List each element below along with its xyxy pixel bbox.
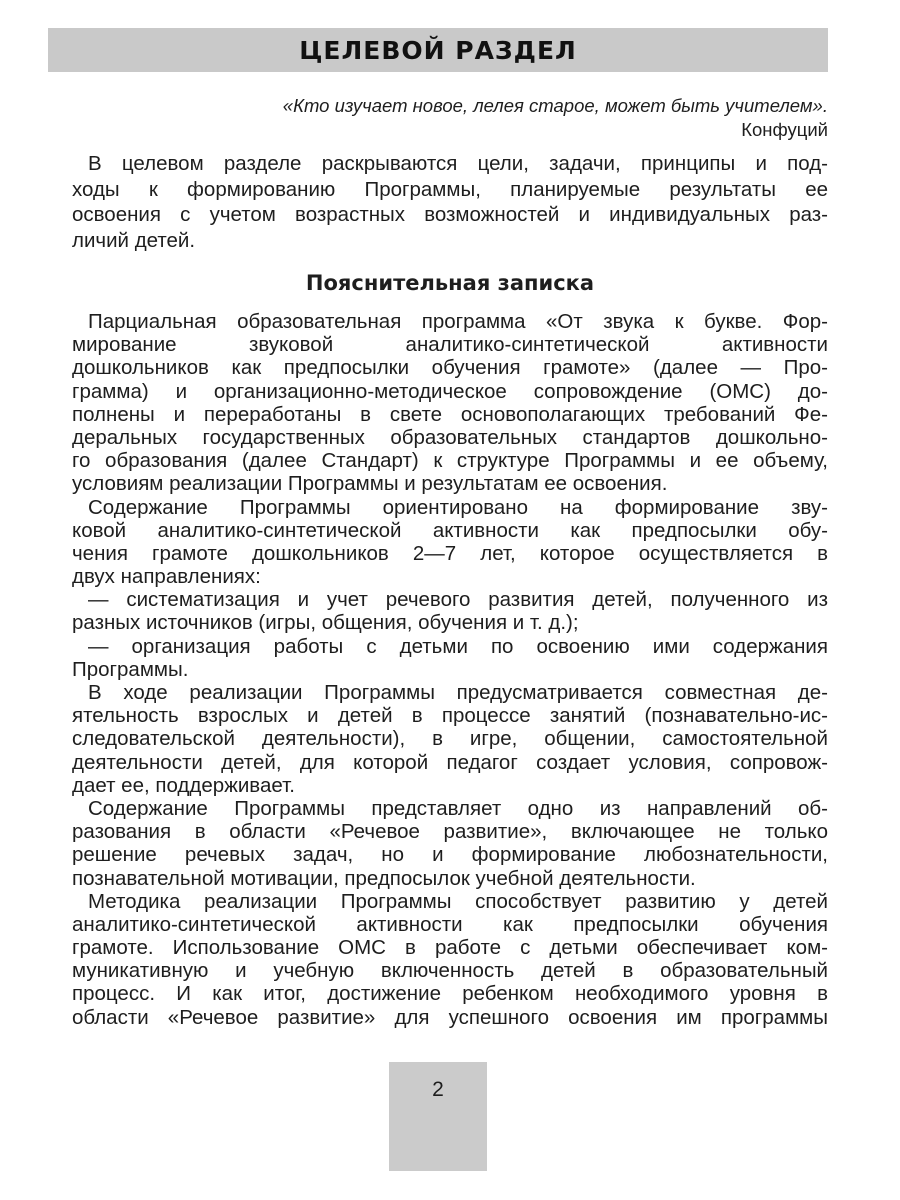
text-line: В целевом разделе раскрываются цели, задачи, принципы и под- xyxy=(88,152,828,175)
text-line: следовательской деятельности), в игре, общении, самостоятельной xyxy=(72,727,828,751)
page-number-box xyxy=(389,1062,487,1171)
text-line: ковой аналитико-синтетической активности как предпосылки обу- xyxy=(72,518,828,542)
text-line: процесс. И как итог, достижение ребенком необходимого уровня в xyxy=(72,982,828,1006)
section-title: ЦЕЛЕВОЙ РАЗДЕЛ xyxy=(299,35,577,65)
text-line: — систематизация и учет речевого развития детей, полученного из xyxy=(88,588,828,612)
text-line: Методика реализации Программы способствует развитию у детей xyxy=(88,889,828,913)
text-line: условиям реализации Программы и результатам ее освоения. xyxy=(72,472,668,496)
text-line: решение речевых задач, но и формирование любознательности, xyxy=(72,843,828,867)
text-line: дает ее, поддерживает. xyxy=(72,773,295,797)
text-line: полнены и переработаны в свете основополагающих требований Фе- xyxy=(72,402,828,426)
text-line: познавательной мотивации, предпосылок учебной деятельности. xyxy=(72,866,696,890)
epigraph xyxy=(283,94,828,142)
text-line: аналитико-синтетической активности как предпосылки обучения xyxy=(72,912,828,936)
text-line: Содержание Программы представляет одно из направлений об- xyxy=(88,796,828,820)
text-line: ходы к формированию Программы, планируемые результаты ее xyxy=(72,177,828,201)
epigraph-author: Конфуций xyxy=(741,119,828,140)
text-line: грамма) и организационно-методическое сопровождение (ОМС) до- xyxy=(72,379,828,403)
text-line: муникативную и учебную включенность детей в образовательный xyxy=(72,959,828,983)
text-line: разных источников (игры, общения, обучения и т. д.); xyxy=(72,611,579,635)
text-line: Парциальная образовательная программа «От звука к букве. Фор- xyxy=(88,310,828,333)
epigraph-quote: «Кто изучает новое, лелея старое, может быть учителем». xyxy=(282,95,828,116)
text-line: личий детей. xyxy=(72,228,196,252)
text-line: мирование звуковой аналитико-синтетической активности xyxy=(72,333,828,357)
text-line: — организация работы с детьми по освоению ими содержания xyxy=(88,634,828,658)
section-heading: Пояснительная записка xyxy=(305,271,595,295)
text-line: двух направлениях: xyxy=(72,565,261,589)
text-line: го образования (далее Стандарт) к структуре Программы и ее объему, xyxy=(72,449,828,473)
intro-paragraph xyxy=(72,151,828,253)
section-header-bar xyxy=(48,28,828,72)
text-line: разования в области «Речевое развитие», включающее не только xyxy=(72,820,828,844)
text-line: чения грамоте дошкольников 2—7 лет, которое осуществляется в xyxy=(72,541,828,565)
text-line: ятельность взрослых и детей в процессе занятий (познавательно-ис- xyxy=(72,704,828,728)
text-line: области «Речевое развитие» для успешного освоения им программы xyxy=(72,1005,828,1029)
text-line: Содержание Программы ориентировано на формирование зву- xyxy=(88,495,828,519)
text-line: Программы. xyxy=(72,657,189,681)
text-line: дошкольников как предпосылки обучения грамоте» (далее — Про- xyxy=(72,356,828,380)
text-line: освоения с учетом возрастных возможностей и индивидуальных раз- xyxy=(72,203,828,226)
text-line: В ходе реализации Программы предусматривается совместная де- xyxy=(88,681,828,704)
body-text xyxy=(72,310,828,1029)
page-number: 2 xyxy=(432,1078,444,1101)
text-line: грамоте. Использование ОМС в работе с детьми обеспечивает ком- xyxy=(72,936,828,960)
text-line: деятельности детей, для которой педагог создает условия, сопровож- xyxy=(72,750,828,774)
text-line: деральных государственных образовательных стандартов дошкольно- xyxy=(72,425,828,449)
